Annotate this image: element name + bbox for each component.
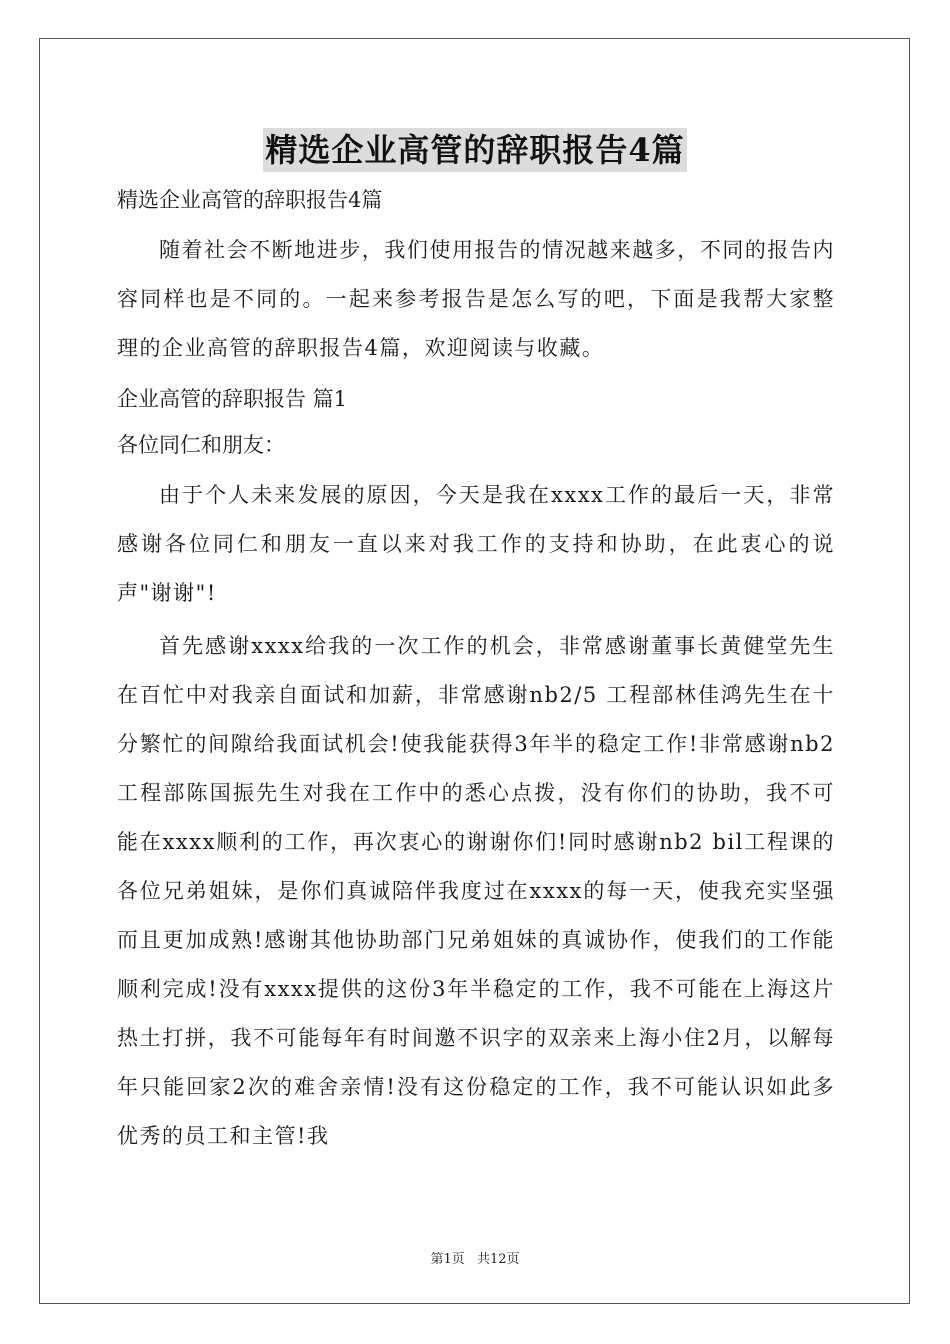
document-title: 精选企业高管的辞职报告4篇 [263,128,686,172]
page-footer [0,1248,950,1267]
page-number-total: 共12页 [476,1252,520,1267]
page-number-current: 第1页 [430,1252,465,1267]
document-body [117,182,835,1161]
salutation: 各位同仁和朋友： [117,433,285,457]
intro-paragraph: 随着社会不断地进步，我们使用报告的情况越来越多，不同的报告内容同样也是不同的。一起来参考报告是怎么写的吧，下面是我帮大家整理的企业高管的辞职报告4篇，欢迎阅读与收藏。 [117,238,835,360]
section-heading: 企业高管的辞职报告 篇1 [117,387,348,411]
body-paragraph-2: 首先感谢xxxx给我的一次工作的机会，非常感谢董事长黄健堂先生在百忙中对我亲自面试和加薪，非常感谢nb2/5 工程部林佳鸿先生在十分繁忙的间隙给我面试机会!使我能获得3年半的稳定工作!非常感谢nb2 工程部陈国振先生对我在工作中的悉心点拨，没有你们的协助，我不可能在xxxx顺利的工作，再次衷心的谢谢你们!同时感谢nb2 bil工程课的各位兄弟姐妹，是你们真诚陪伴我度过在xxxx的每一天，使我充实坚强而且更加成熟!感谢其他协助部门兄弟姐妹的真诚协作，使我们的工作能顺利完成!没有xxxx提供的这份3年半稳定的工作，我不可能在上海这片热土打拼，我不可能每年有时间邀不识字的双亲来上海小住2月，以解每年只能回家2次的难舍亲情!没有这份稳定的工作，我不可能认识如此多优秀的员工和主管!我 [117,634,835,1148]
body-paragraph-1: 由于个人未来发展的原因，今天是我在xxxx工作的最后一天，非常感谢各位同仁和朋友一直以来对我工作的支持和协助，在此衷心的说声"谢谢"! [117,483,835,605]
title-container [0,128,950,172]
document-subtitle: 精选企业高管的辞职报告4篇 [117,188,383,212]
